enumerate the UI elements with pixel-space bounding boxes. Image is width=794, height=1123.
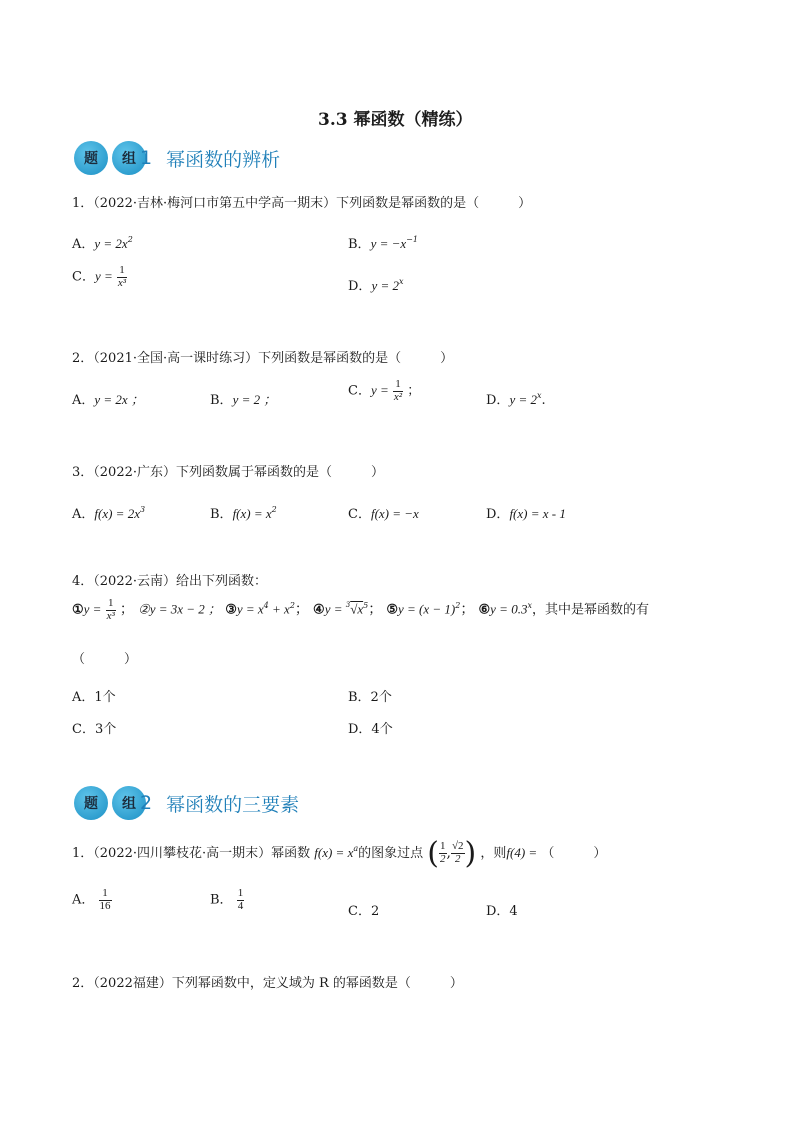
group-badge-zu: 组	[112, 786, 146, 820]
group-title: 幂函数的辨析	[166, 148, 281, 171]
q2-1-option-a: A． $\frac{1}{16}$	[72, 887, 111, 912]
q1-3-option-c: C．f(x) = −x	[348, 506, 419, 522]
q1-2-option-b: B．y = 2 ；	[210, 392, 277, 408]
question-2-1-stem: 1．（2022·四川攀枝花·高一期末）幂函数 $f(x) = x^a$的图象过点 ( $\frac{1}{2}$ , $\frac{√2}{2}$ ) ，则f(4) = （ ）	[72, 836, 607, 871]
q1-3-option-d: D．f(x) = x - 1	[486, 506, 566, 522]
q1-4-option-b: B．2个	[348, 690, 392, 705]
q1-4-option-a: A．1个	[72, 690, 116, 705]
question-1-4-stem: 4．（2022·云南）给出下列函数：	[72, 574, 267, 589]
group-title: 幂函数的三要素	[166, 793, 300, 816]
question-1-1-stem: 1．（2022·吉林·梅河口市第五中学高一期末）下列函数是幂函数的是（ ）	[72, 196, 532, 211]
q1-4-option-c: C．3个	[72, 722, 117, 737]
q2-1-option-b: B． $\frac{1}{4}$	[210, 887, 244, 912]
q1-3-option-b: B．$f(x) = x^2$	[210, 505, 277, 522]
q1-3-option-a: A．$f(x) = 2x^3$	[72, 505, 146, 522]
question-1-2-stem: 2．（2021·全国·高一课时练习）下列函数是幂函数的是（ ）	[72, 351, 454, 366]
group-badge-zu: 组	[112, 141, 146, 175]
q1-1-option-a: A．$y = 2x^2$	[72, 235, 133, 252]
q1-1-option-b: B．$y = -x^{-1}$	[348, 235, 418, 252]
q1-2-option-a: A．y = 2x ；	[72, 392, 144, 408]
group-number: 1	[140, 147, 153, 169]
group-1-header	[74, 141, 280, 175]
page-title: 3.3 幂函数（精练）	[318, 110, 473, 130]
q1-1-option-d: D．$y = 2^x$	[348, 277, 404, 294]
q1-2-option-c: C．y = $\frac{1}{\text{x²}}$ ；	[348, 378, 421, 403]
group-badge-ti: 题	[74, 141, 108, 175]
q1-1-option-c: C．y = $\frac{1}{\text{x³}}$	[72, 264, 127, 289]
group-number: 2	[140, 792, 153, 814]
q1-2-option-d: D．$y = 2^x$.	[486, 391, 546, 408]
question-1-3-stem: 3．（2022·广东）下列函数属于幂函数的是（ ）	[72, 465, 384, 480]
question-1-4-functions: ①y = $\frac{1}{\text{x³}}$ ； ②y = 3x − 2 ； ③y = $x^4 + x^2$； ④y = $^3√x^5$； ⑤y = $(x - 1)^2$； ⑥y = $0.3^x$，其中是幂函数的有	[72, 597, 649, 622]
question-2-2-stem: 2．（2022福建）下列幂函数中，定义域为 R 的幂函数是（ ）	[72, 976, 463, 991]
group-2-header	[74, 786, 299, 820]
question-1-4-blank: （ ）	[72, 652, 138, 667]
q2-1-option-d: D．4	[486, 904, 518, 919]
q2-1-option-c: C．2	[348, 904, 380, 919]
group-badge-ti: 题	[74, 786, 108, 820]
q1-4-option-d: D．4个	[348, 722, 393, 737]
